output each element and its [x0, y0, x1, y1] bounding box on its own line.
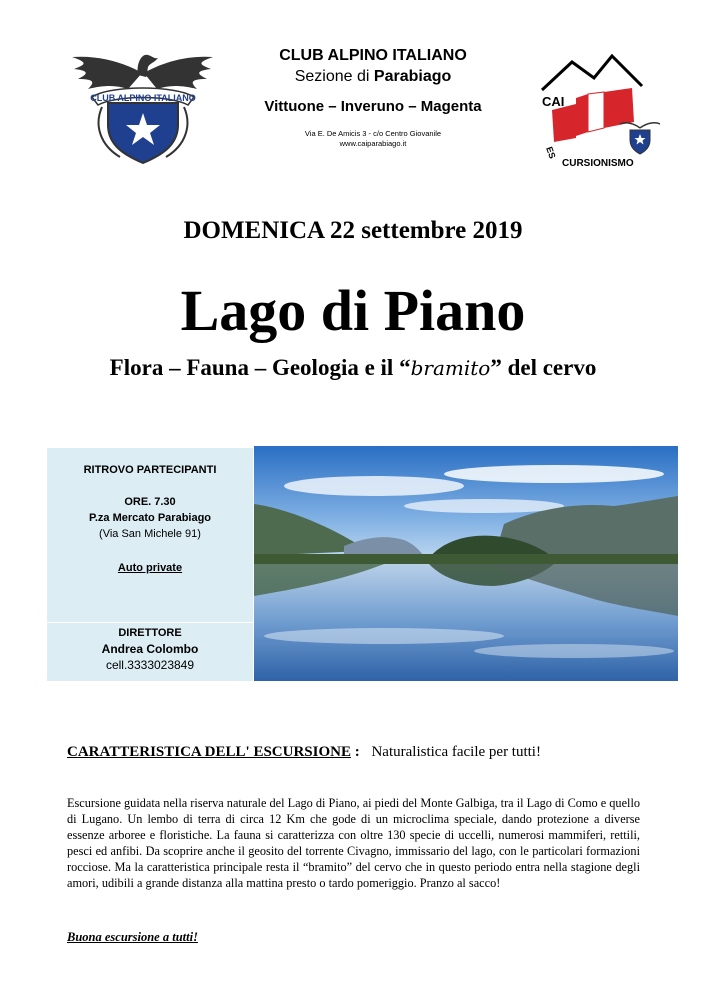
mountain-outline-icon — [542, 56, 642, 90]
meeting-time: ORE. 7.30 — [124, 496, 176, 508]
organization-header — [220, 46, 526, 149]
meeting-point-panel — [47, 448, 253, 622]
director-heading: DIRETTORE — [118, 627, 182, 639]
org-address: Via E. De Amicis 3 - c/o Centro Giovanile — [304, 129, 442, 138]
characteristic-colon: : — [354, 744, 360, 760]
characteristic-heading: CARATTERISTICA DELL' ESCURSIONE — [67, 744, 351, 760]
logo-cai-text: CAI — [542, 94, 565, 109]
event-date: DOMENICA 22 settembre 2019 — [183, 217, 523, 244]
meeting-heading: RITROVO PARTECIPANTI — [83, 464, 217, 476]
cai-escursionismo-logo — [532, 48, 660, 170]
eagle-left-wing-icon — [72, 57, 142, 89]
closing-greeting: Buona escursione a tutti! — [67, 930, 198, 944]
subtitle-end: ” del cervo — [490, 355, 597, 380]
excursion-characteristic — [67, 742, 647, 762]
org-towns: Vittuone – Inveruno – Magenta — [264, 98, 482, 115]
director-panel — [47, 623, 253, 681]
org-website: www.caiparabiago.it — [339, 139, 407, 148]
director-phone: cell.3333023849 — [105, 658, 195, 672]
subtitle-quoted: bramito — [410, 356, 491, 380]
excursion-description: Escursione guidata nella riserva naturale del Lago di Piano, ai piedi del Monte Galbiga, tra il Lago di Como e quello di Lugano. Un lembo di terra di circa 12 Km che gode di un microclima speciale, dando protezione a diverse essenze arboree e floristiche. La fauna si caratterizza con oltre 130 specie di uccelli, numerosi mammiferi, rettili, pesci ed anfibi. Da scoprire anche il geosito del torrente Civagno, immissario del lago, con le particolari formazioni rocciose. Ma la caratteristica principale resta il “bramito” del cervo che in questo periodo entra nella stagione degli amori, udibili a grande distanza alla mattina presto o tardo pomeriggio. Pranzo al sacco! — [67, 796, 641, 890]
meeting-place: P.za Mercato Parabiago — [88, 512, 212, 524]
section-prefix: Sezione di — [294, 68, 370, 85]
org-section — [220, 66, 526, 88]
director-name: Andrea Colombo — [101, 642, 199, 656]
eagle-right-wing-icon — [144, 57, 213, 89]
subtitle-main: Flora – Fauna – Geologia e il “ — [109, 355, 411, 380]
cai-eagle-emblem-logo — [70, 45, 215, 170]
org-name: CLUB ALPINO ITALIANO — [279, 47, 467, 64]
logo-cursionismo-text: CURSIONISMO — [562, 158, 634, 169]
event-subtitle — [0, 352, 706, 384]
event-title: Lago di Piano — [180, 278, 526, 343]
meeting-info-box — [47, 448, 254, 681]
transport-mode: Auto private — [117, 562, 183, 574]
characteristic-value: Naturalistica facile per tutti! — [371, 744, 541, 760]
meeting-address: (Via San Michele 91) — [99, 528, 201, 540]
lake-photo — [254, 446, 678, 681]
emblem-ribbon-text: CLUB ALPINO ITALIANO — [90, 93, 196, 103]
logo-es-text: ES — [544, 145, 558, 160]
section-name: Parabiago — [373, 68, 452, 85]
